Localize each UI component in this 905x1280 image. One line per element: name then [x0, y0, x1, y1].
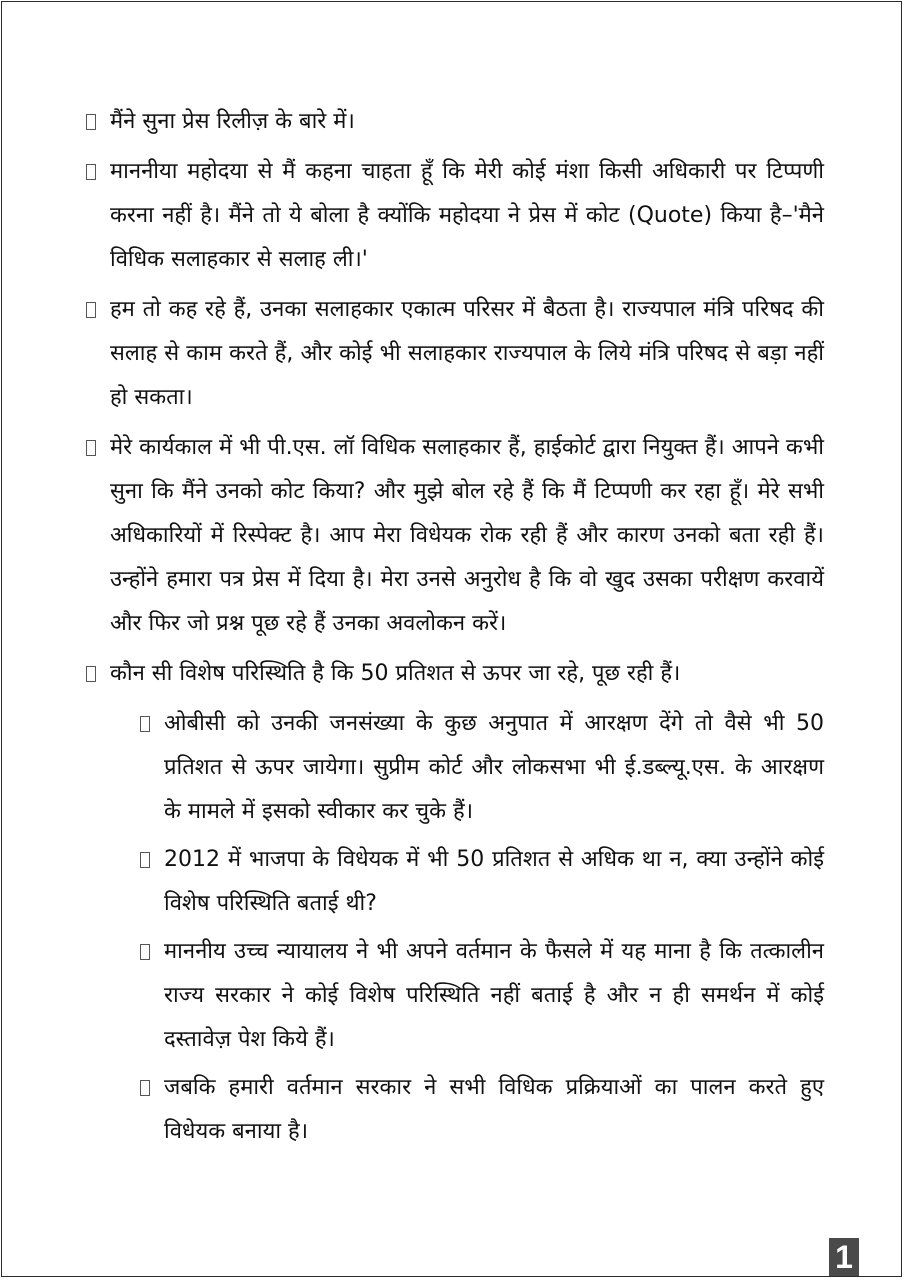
- bullet-text: मेरे कार्यकाल में भी पी.एस. लॉ विधिक सलाहकार हैं, हाईकोर्ट द्वारा नियुक्त हैं। आपने कभी सुना कि मैंने उनको कोट किया? और मुझे बोल रहे हैं कि मैं टिप्पणी कर रहा हूँ। मेरे सभी अधिकारियों में रिस्पेक्ट है। आप मेरा विधेयक रोक रही हैं और कारण उनको बता रही हैं। उन्होंने हमारा पत्र प्रेस में दिया है। मेरा उनसे अनुरोध है कि वो खुद उसका परीक्षण करवायें और फिर जो प्रश्न पूछ रहे हैं उनका अवलोकन करें।: [110, 435, 824, 636]
- checkbox-bullet-icon: [86, 114, 96, 130]
- sub-bullet-item: [138, 930, 824, 1062]
- page-number: 1: [829, 1238, 859, 1276]
- checkbox-bullet-icon: [86, 666, 96, 682]
- bullet-text: कौन सी विशेष परिस्थिति है कि 50 प्रतिशत से ऊपर जा रहे, पूछ रही हैं।: [110, 661, 681, 686]
- checkbox-bullet-icon: [140, 852, 150, 868]
- sub-bullet-text: 2012 में भाजपा के विधेयक में भी 50 प्रतिशत से अधिक था न, क्या उन्होंने कोई विशेष परिस्थिति बताई थी?: [164, 847, 824, 916]
- checkbox-bullet-icon: [86, 302, 96, 318]
- checkbox-bullet-icon: [140, 1080, 150, 1096]
- bullet-item: [84, 288, 824, 420]
- sub-bullet-text: ओबीसी को उनकी जनसंख्या के कुछ अनुपात में आरक्षण देंगे तो वैसे भी 50 प्रतिशत से ऊपर जायेगा। सुप्रीम कोर्ट और लोकसभा भी ई.डब्ल्यू.एस. के आरक्षण के मामले में इसको स्वीकार कर चुके हैं।: [164, 711, 824, 824]
- sub-bullet-item: [138, 702, 824, 834]
- bullet-item: [84, 652, 824, 696]
- checkbox-bullet-icon: [140, 716, 150, 732]
- bullet-text: माननीया महोदया से मैं कहना चाहता हूँ कि मेरी कोई मंशा किसी अधिकारी पर टिप्पणी करना नहीं है। मैंने तो ये बोला है क्योंकि महोदया ने प्रेस में कोट (Quote) किया है–'मैने विधिक सलाहकार से सलाह ली।': [110, 159, 824, 272]
- bullet-item: [84, 426, 824, 646]
- sub-bullet-text: जबकि हमारी वर्तमान सरकार ने सभी विधिक प्रक्रियाओं का पालन करते हुए विधेयक बनाया है।: [164, 1075, 824, 1144]
- document-body: [84, 100, 824, 1158]
- sub-bullet-item: [138, 1066, 824, 1154]
- bullet-item: [84, 150, 824, 282]
- bullet-text: मैंने सुना प्रेस रिलीज़ के बारे में।: [110, 109, 355, 134]
- bullet-item: [84, 100, 824, 144]
- checkbox-bullet-icon: [140, 944, 150, 960]
- bullet-text: हम तो कह रहे हैं, उनका सलाहकार एकात्म परिसर में बैठता है। राज्यपाल मंत्रि परिषद की सलाह से काम करते हैं, और कोई भी सलाहकार राज्यपाल के लिये मंत्रि परिषद से बड़ा नहीं हो सकता।: [110, 297, 824, 410]
- checkbox-bullet-icon: [86, 164, 96, 180]
- sub-bullet-item: [138, 838, 824, 926]
- sub-bullet-text: माननीय उच्च न्यायालय ने भी अपने वर्तमान के फैसले में यह माना है कि तत्कालीन राज्य सरकार ने कोई विशेष परिस्थिति नहीं बताई है और न ही समर्थन में कोई दस्तावेज़ पेश किये हैं।: [164, 939, 824, 1052]
- checkbox-bullet-icon: [86, 440, 96, 456]
